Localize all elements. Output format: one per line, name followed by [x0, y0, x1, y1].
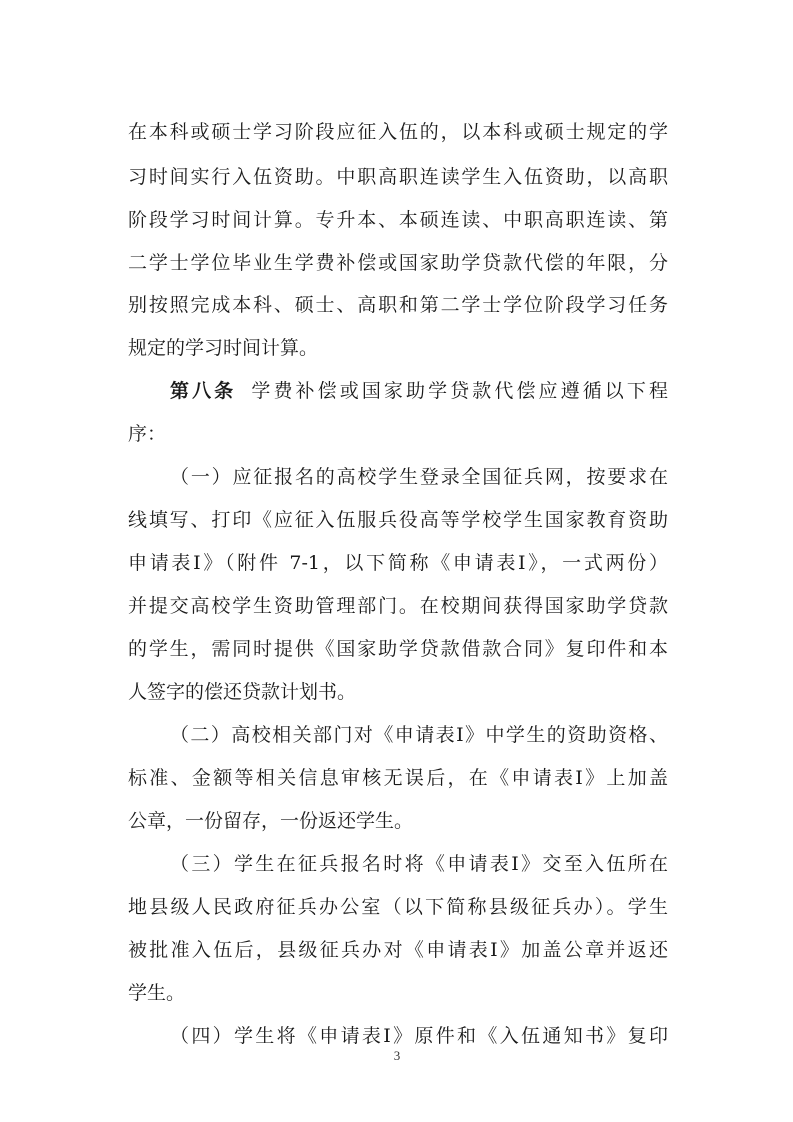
- item-1-line: 申请表Ⅰ》（附件 7-1，以下简称《申请表Ⅰ》，一式两份）: [128, 552, 668, 574]
- paragraph-line: 在本科或硕士学习阶段应征入伍的，以本科或硕士规定的学: [128, 121, 668, 143]
- paragraph-line: 阶段学习时间计算。专升本、本硕连读、中职高职连读、第: [128, 209, 668, 231]
- item-1-line: 人签字的偿还贷款计划书。: [128, 681, 357, 703]
- page-number: 3: [393, 1048, 401, 1063]
- item-2-line: 公章，一份留存，一份返还学生。: [128, 810, 414, 832]
- article-text: 学费补偿或国家助学贷款代偿应遵循以下程: [248, 380, 668, 402]
- paragraph-line: 习时间实行入伍资助。中职高职连读学生入伍资助，以高职: [128, 166, 668, 188]
- item-1-line: 并提交高校学生资助管理部门。在校期间获得国家助学贷款: [128, 595, 668, 617]
- item-3-line: （三）学生在征兵报名时将《申请表Ⅰ》交至入伍所在: [170, 853, 668, 875]
- item-2-line: （二）高校相关部门对《申请表Ⅰ》中学生的资助资格、: [170, 724, 668, 746]
- item-1-line: 的学生，需同时提供《国家助学贷款借款合同》复印件和本: [128, 638, 668, 660]
- paragraph-line: 规定的学习时间计算。: [128, 337, 319, 359]
- paragraph-line: 二学士学位毕业生学费补偿或国家助学贷款代偿的年限，分: [128, 252, 668, 274]
- item-3-line: 学生。: [128, 982, 186, 1004]
- item-3-line: 地县级人民政府征兵办公室（以下简称县级征兵办）。学生: [128, 896, 668, 918]
- item-4-line: （四）学生将《申请表Ⅰ》原件和《入伍通知书》复印: [170, 1025, 668, 1047]
- paragraph-line: 序：: [128, 423, 167, 445]
- item-2-line: 标准、金额等相关信息审核无误后，在《申请表Ⅰ》上加盖: [128, 767, 668, 789]
- item-1-line: 线填写、打印《应征入伍服兵役高等学校学生国家教育资助: [128, 509, 668, 531]
- article-heading: 第八条: [170, 380, 237, 402]
- item-3-line: 被批准入伍后，县级征兵办对《申请表Ⅰ》加盖公章并返还: [128, 939, 668, 961]
- paragraph-line: 别按照完成本科、硕士、高职和第二学士学位阶段学习任务: [128, 294, 668, 316]
- item-1-line: （一）应征报名的高校学生登录全国征兵网，按要求在: [170, 466, 668, 488]
- article-heading-line: [170, 379, 668, 407]
